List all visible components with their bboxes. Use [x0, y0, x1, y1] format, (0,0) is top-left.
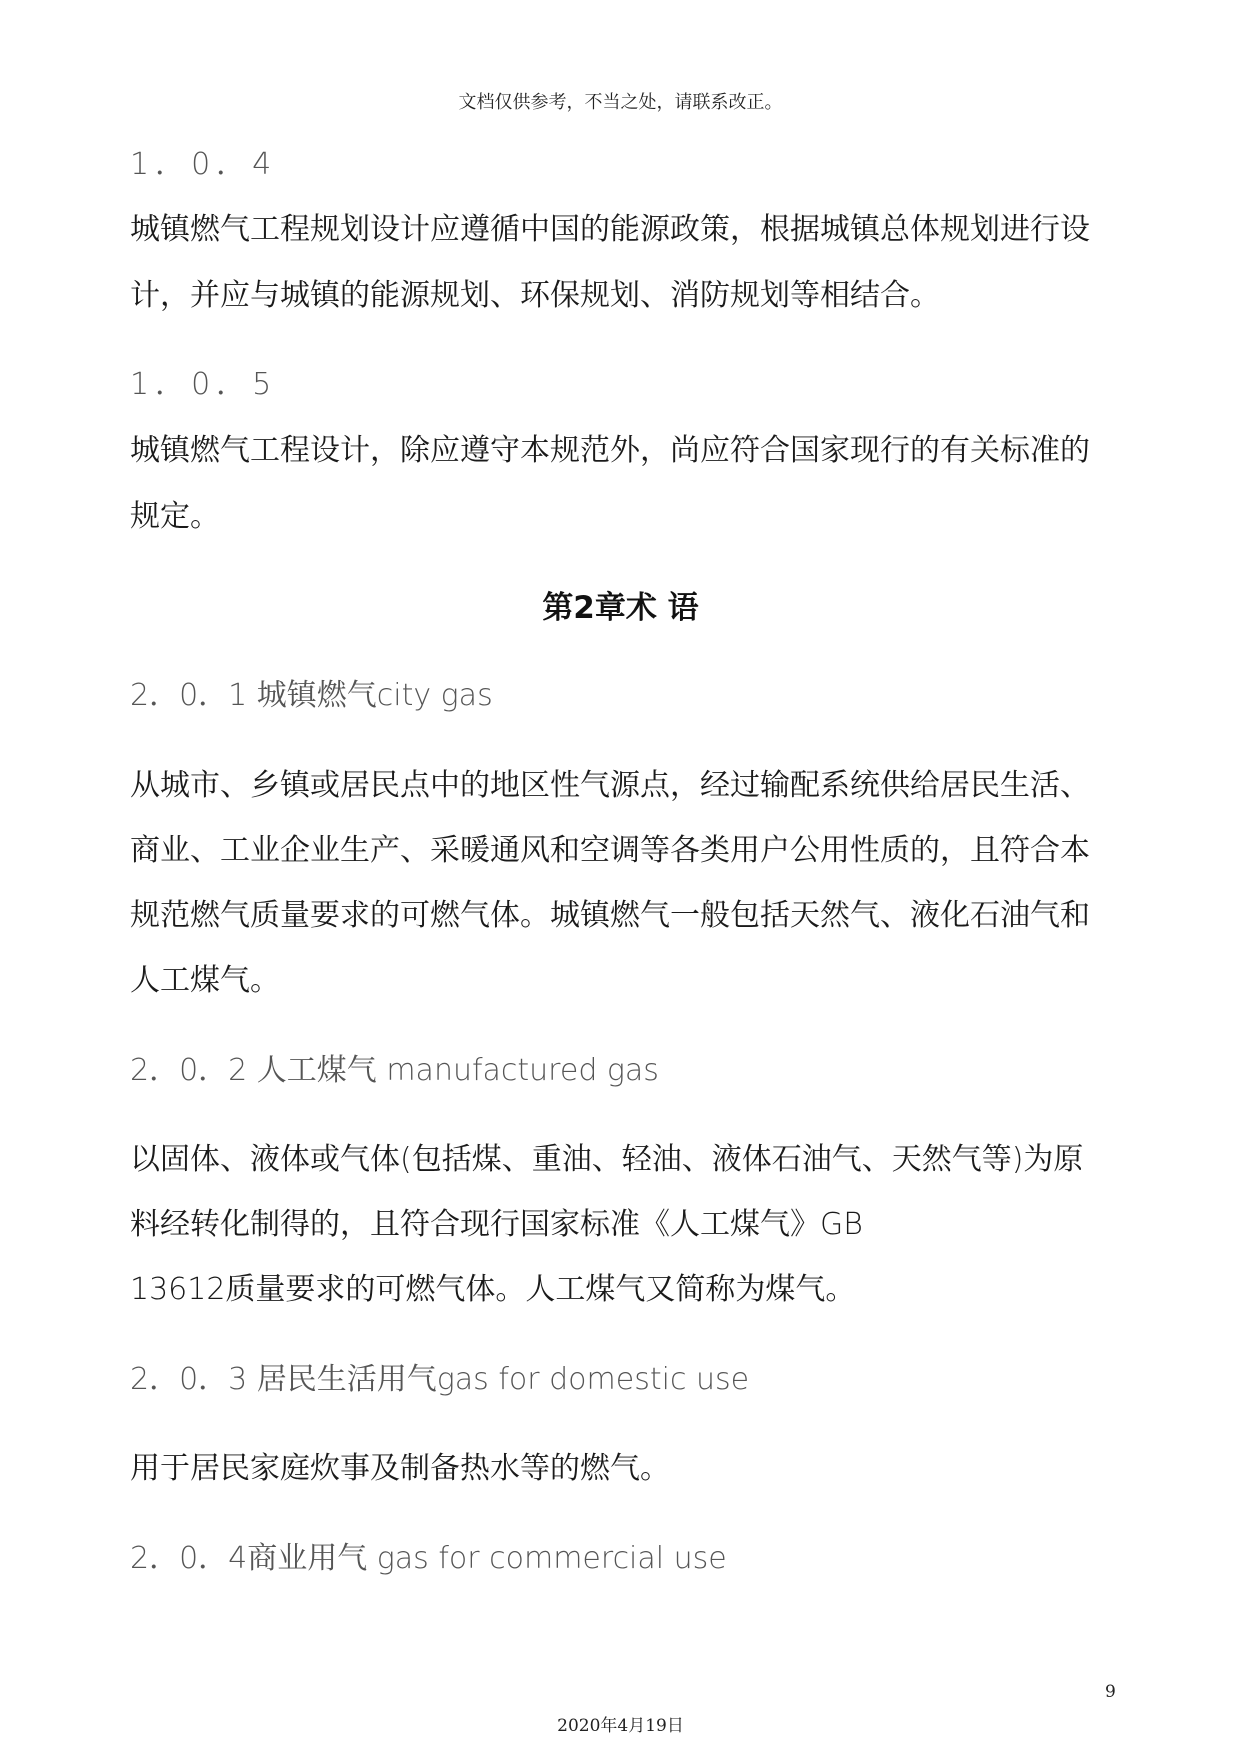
term-2-0-1-line-4: 人工煤气。: [130, 963, 280, 998]
term-heading-2-0-1: 2．0．1 城镇燃气city gas: [130, 678, 493, 713]
term-2-0-2-line-3: 13612质量要求的可燃气体。人工煤气又简称为煤气。: [130, 1272, 856, 1307]
page-number: 9: [1105, 1682, 1116, 1702]
term-2-0-2-line-2: 料经转化制得的，且符合现行国家标准《人工煤气》GB: [130, 1207, 863, 1242]
section-1-0-4-line-1: 城镇燃气工程规划设计应遵循中国的能源政策，根据城镇总体规划进行设: [130, 212, 1090, 247]
section-1-0-5-line-1: 城镇燃气工程设计，除应遵守本规范外，尚应符合国家现行的有关标准的: [130, 433, 1090, 468]
term-heading-2-0-4: 2．0．4商业用气 gas for commercial use: [130, 1541, 727, 1576]
page-footer-date: 2020年4月19日: [557, 1716, 684, 1736]
page-header-note: 文档仅供参考，不当之处，请联系改正。: [458, 92, 783, 113]
section-number-1-0-5: 1．0．5: [130, 367, 278, 402]
term-heading-2-0-2: 2．0．2 人工煤气 manufactured gas: [130, 1053, 659, 1088]
section-1-0-5-line-2: 规定。: [130, 499, 220, 534]
term-2-0-1-line-3: 规范燃气质量要求的可燃气体。城镇燃气一般包括天然气、液化石油气和: [130, 898, 1090, 933]
section-number-1-0-4: 1．0．4: [130, 147, 278, 182]
term-2-0-3-line-1: 用于居民家庭炊事及制备热水等的燃气。: [130, 1451, 670, 1486]
term-2-0-1-line-2: 商业、工业企业生产、采暖通风和空调等各类用户公用性质的，且符合本: [130, 833, 1090, 868]
section-1-0-4-line-2: 计，并应与城镇的能源规划、环保规划、消防规划等相结合。: [130, 278, 940, 313]
term-2-0-2-line-1: 以固体、液体或气体(包括煤、重油、轻油、液体石油气、天然气等)为原: [130, 1142, 1084, 1177]
term-2-0-1-line-1: 从城市、乡镇或居民点中的地区性气源点，经过输配系统供给居民生活、: [130, 768, 1090, 803]
term-heading-2-0-3: 2．0．3 居民生活用气gas for domestic use: [130, 1362, 750, 1397]
chapter-title: 第2章术 语: [542, 590, 699, 626]
